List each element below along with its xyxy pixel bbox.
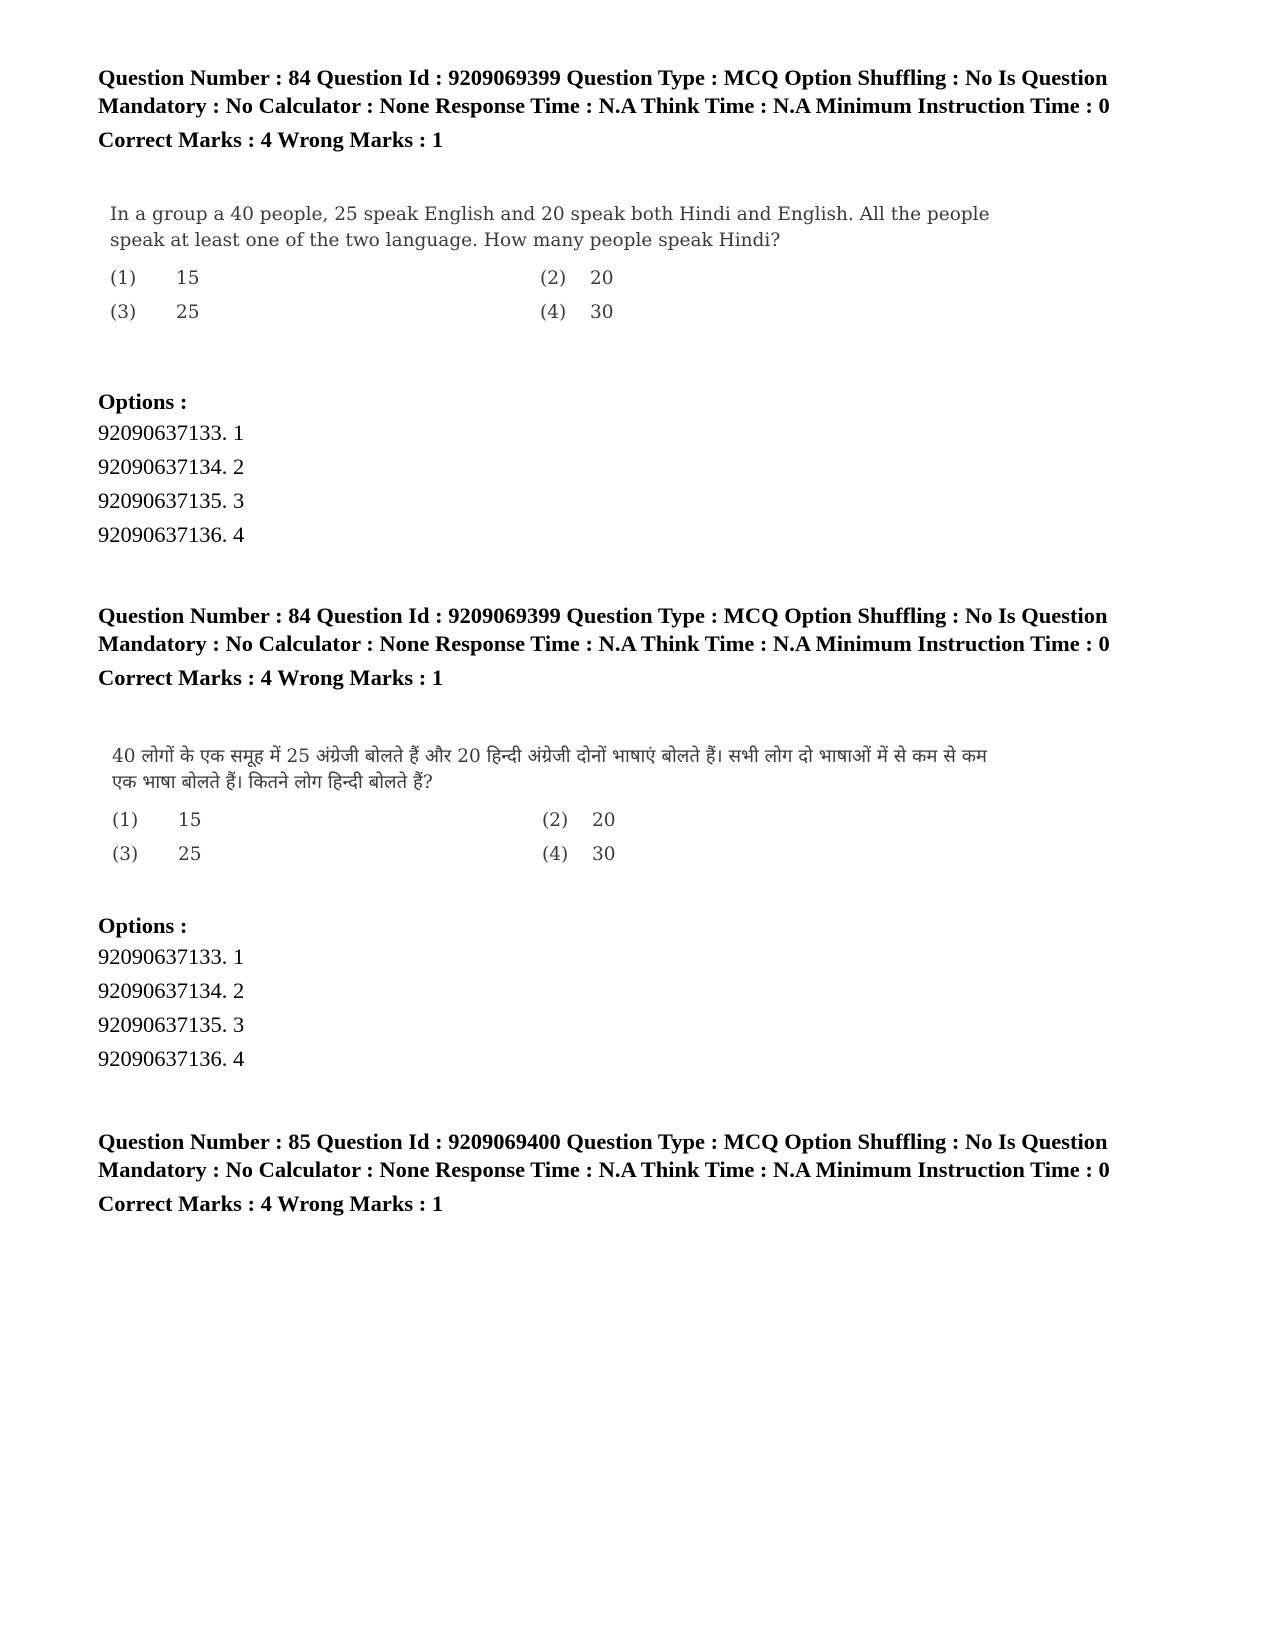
- choice-number: (4): [542, 844, 569, 865]
- option-line: 92090637136. 4: [98, 522, 245, 547]
- marks-line: Correct Marks : 4 Wrong Marks : 1: [98, 665, 444, 690]
- choice-grid: [110, 268, 1010, 338]
- option-line: 92090637135. 3: [98, 1012, 245, 1037]
- choice-value: 20: [592, 810, 616, 831]
- option-line: 92090637133. 1: [98, 944, 245, 969]
- option-line: 92090637134. 2: [98, 454, 245, 479]
- choice-number: (4): [540, 302, 567, 323]
- choice-item: [542, 844, 616, 865]
- choice-item: [112, 844, 202, 865]
- options-title: Options :: [98, 913, 188, 938]
- option-line: 92090637133. 1: [98, 420, 245, 445]
- question-image-1: [110, 202, 1010, 338]
- options-block-1: [98, 388, 1158, 552]
- question-text: 40 लोगों के एक समूह में 25 अंग्रेजी बोलते हैं और 20 हिन्दी अंग्रेजी दोनों भाषाएं बोलते हैं। सभी लोग दो भाषाओं में से कम से कम एक भाषा बोलते हैं। कितने लोग हिन्दी बोलते हैं?: [112, 746, 987, 793]
- option-line: 92090637136. 4: [98, 1046, 245, 1071]
- marks-line: Correct Marks : 4 Wrong Marks : 1: [98, 127, 444, 152]
- choice-item: [110, 268, 200, 289]
- choice-grid: [112, 810, 1012, 880]
- question-header: Question Number : 85 Question Id : 9209069400 Question Type : MCQ Option Shuffling : No Is Question Mandatory : No Calculator : None Response Time : N.A Think Time : N.A Minimum Instruction Time : 0: [98, 1129, 1110, 1182]
- options-block-2: [98, 912, 1158, 1076]
- choice-value: 25: [178, 844, 202, 865]
- question-header: Question Number : 84 Question Id : 9209069399 Question Type : MCQ Option Shuffling : No Is Question Mandatory : No Calculator : None Response Time : N.A Think Time : N.A Minimum Instruction Time : 0: [98, 65, 1110, 118]
- choice-item: [540, 302, 614, 323]
- option-line: 92090637135. 3: [98, 488, 245, 513]
- question-text: In a group a 40 people, 25 speak English and 20 speak both Hindi and English. All the people speak at least one of the two language. How many people speak Hindi?: [110, 204, 990, 251]
- options-title: Options :: [98, 389, 188, 414]
- choice-value: 20: [590, 268, 614, 289]
- question-header-block-1: [98, 64, 1158, 154]
- choice-number: (3): [112, 844, 139, 865]
- choice-number: (1): [112, 810, 139, 831]
- question-image-2: [112, 744, 1012, 880]
- choice-value: 15: [176, 268, 200, 289]
- option-line: 92090637134. 2: [98, 978, 245, 1003]
- choice-number: (2): [540, 268, 567, 289]
- question-header: Question Number : 84 Question Id : 9209069399 Question Type : MCQ Option Shuffling : No Is Question Mandatory : No Calculator : None Response Time : N.A Think Time : N.A Minimum Instruction Time : 0: [98, 603, 1110, 656]
- question-header-block-3: [98, 1128, 1158, 1218]
- choice-number: (3): [110, 302, 137, 323]
- choice-number: (2): [542, 810, 569, 831]
- marks-line: Correct Marks : 4 Wrong Marks : 1: [98, 1191, 444, 1216]
- question-header-block-2: [98, 602, 1158, 692]
- choice-value: 30: [592, 844, 616, 865]
- choice-item: [110, 302, 200, 323]
- choice-item: [542, 810, 616, 831]
- choice-number: (1): [110, 268, 137, 289]
- choice-item: [112, 810, 202, 831]
- choice-item: [540, 268, 614, 289]
- choice-value: 15: [178, 810, 202, 831]
- choice-value: 25: [176, 302, 200, 323]
- choice-value: 30: [590, 302, 614, 323]
